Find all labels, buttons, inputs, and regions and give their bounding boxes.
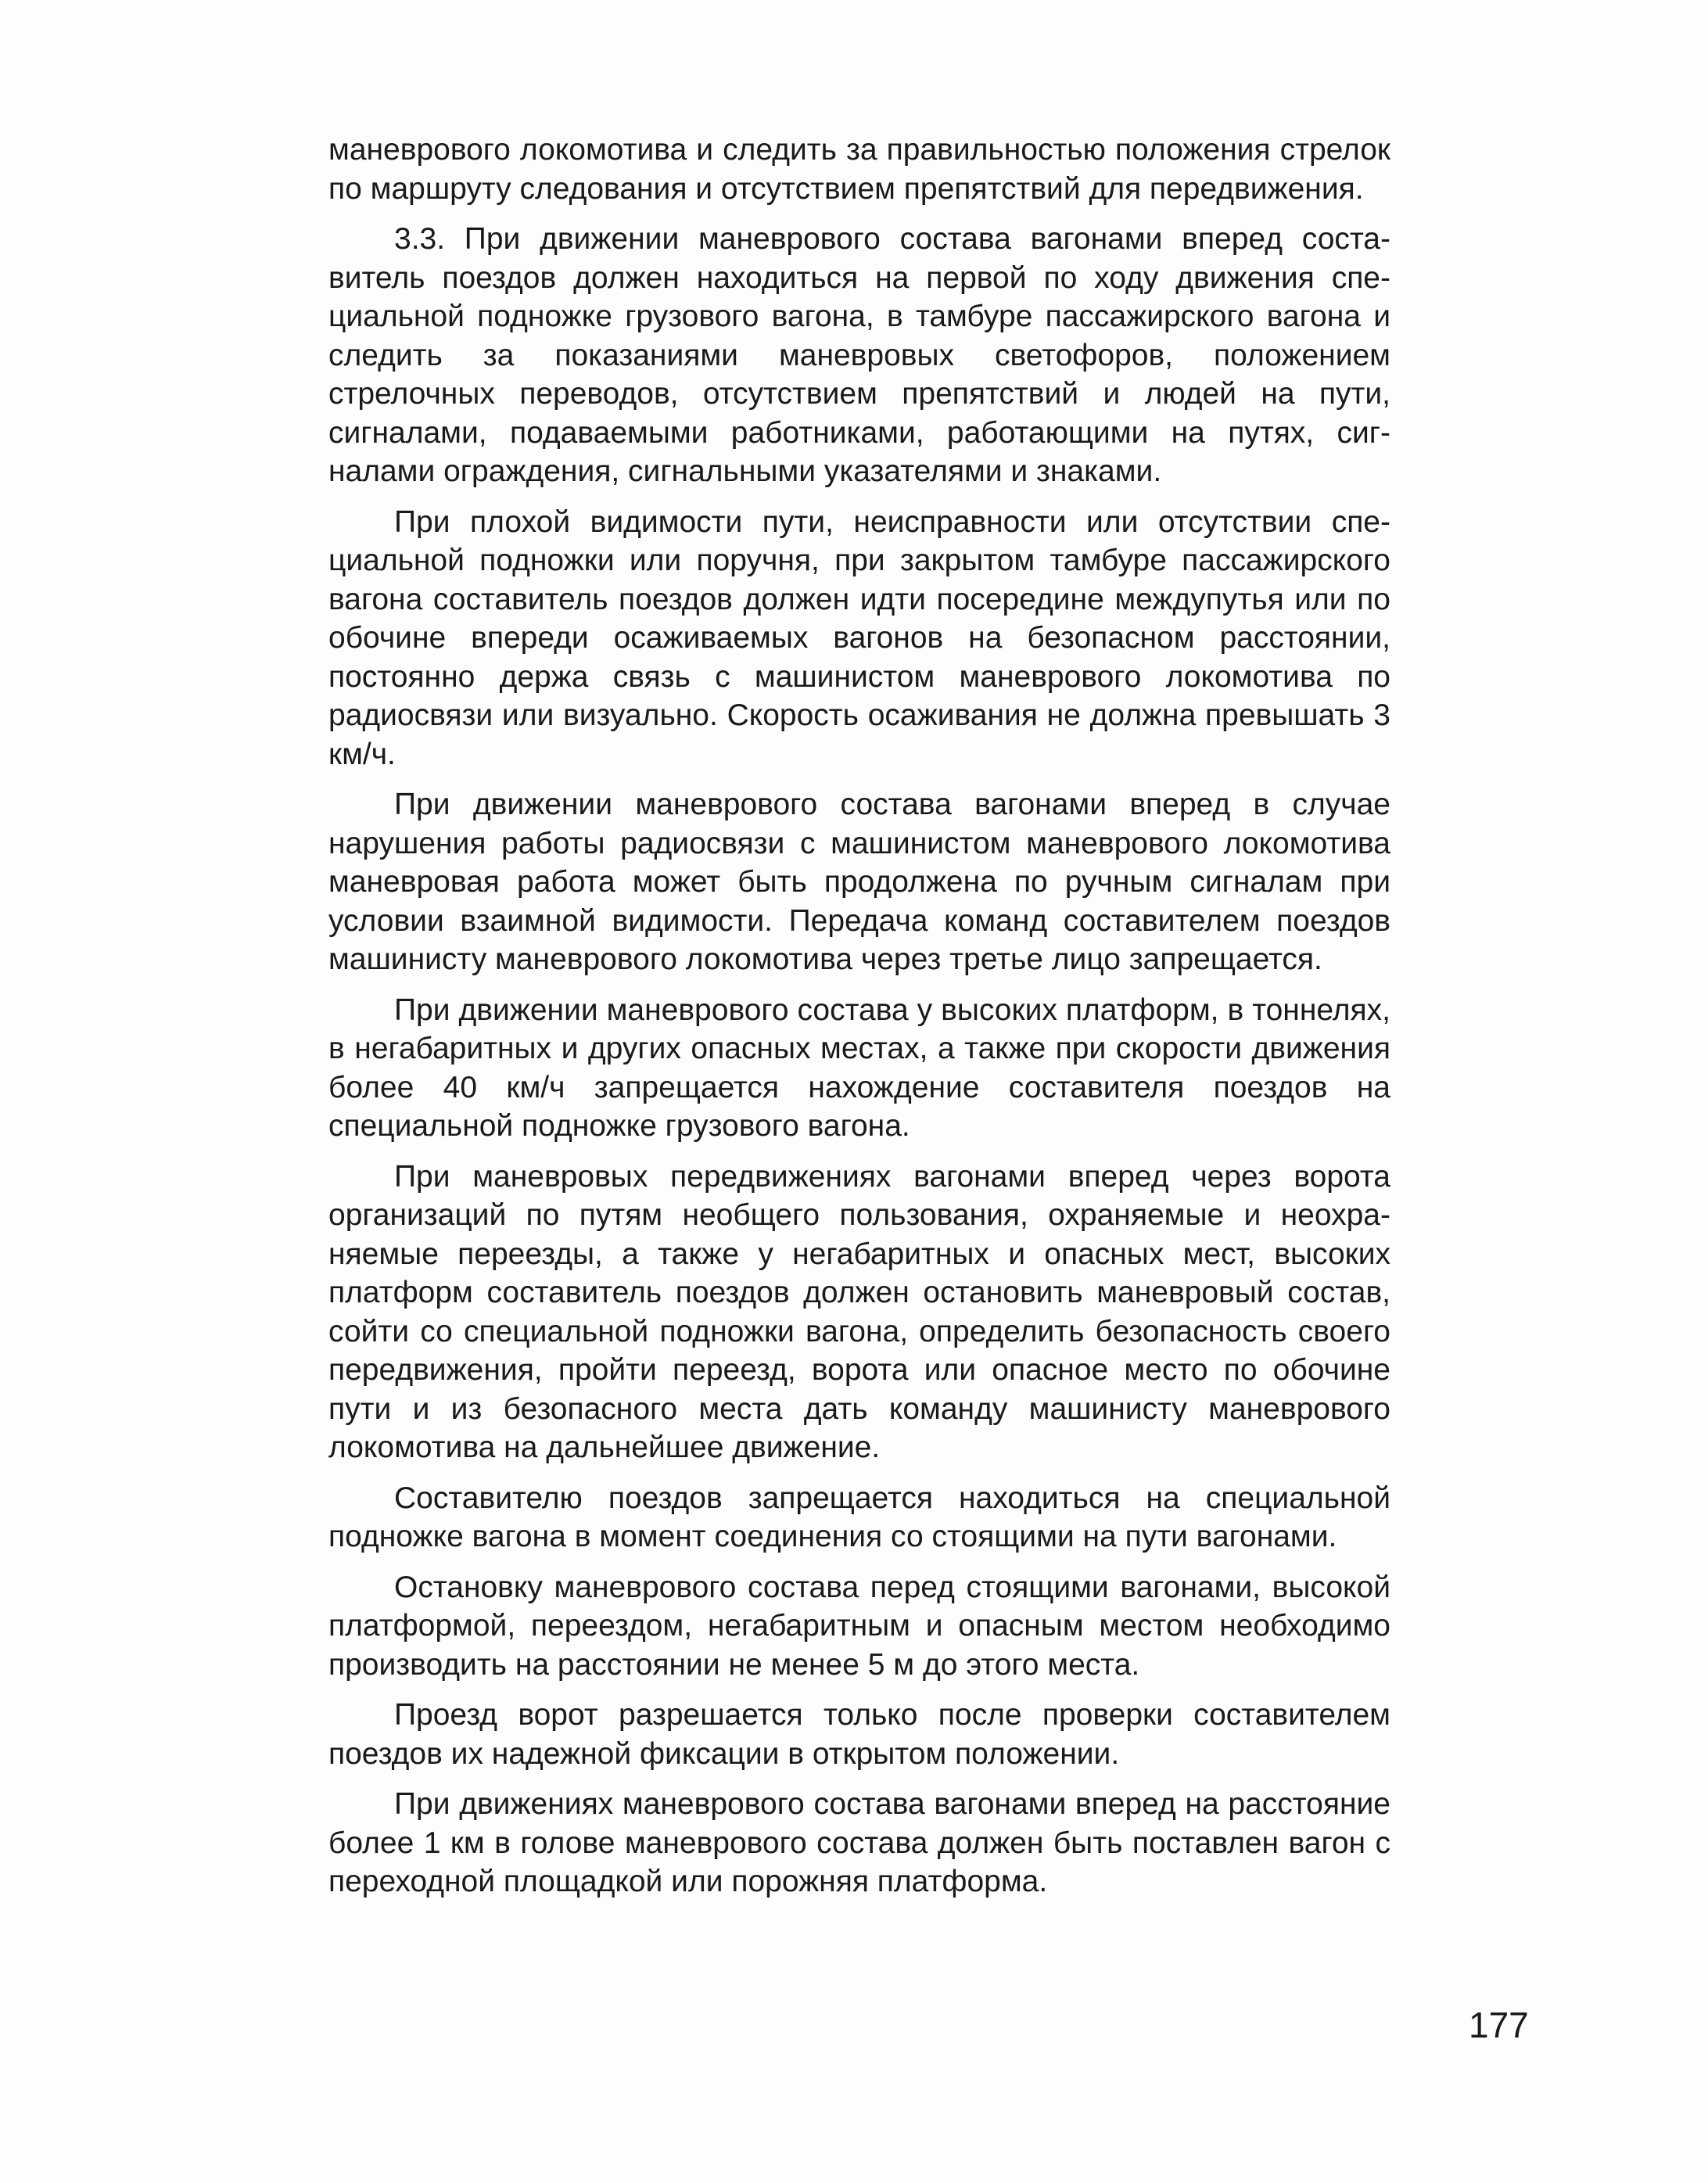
paragraph-gate-passage: Проезд ворот разрешается только после проверки составителем поездов их надежной фиксации в открытом положении. [328, 1698, 1390, 1771]
paragraph-coupling: Составителю поездов запрещается находиться на специальной подножке вагона в момент соединения со стоящими на пути вагонами. [328, 1481, 1390, 1553]
page-number: 177 [1469, 2005, 1529, 2045]
paragraph-stopping-distance: Остановку маневрового состава перед стоящими вагонами, высокой платформой, переездом, негабаритным и опасным местом необходимо производить на расстоянии не менее 5 м до этого места. [328, 1570, 1390, 1682]
paragraph-radio-failure: При движении маневрового состава вагонами вперед в случае нарушения работы радиосвязи с машинистом маневрового локомотива маневровая работа может быть продолжена по ручным сигналам при условии взаимной видимости. Передача команд составителем поездов машинисту маневрового локомотива через третье лицо запрещается. [328, 788, 1390, 976]
paragraph-gates-crossings: При маневровых передвижениях вагонами вперед через ворота организаций по путям необщего пользования, охраняемые и неохраняемые переезды, а также у негабаритных и опасных мест, высоких платформ составитель поездов должен остановить маневровый состав, сойти со специальной подножки вагона, определить безопасность своего передвижения, пройти переезд, ворота или опасное место по обочине пути и из безопасного места дать команду машинисту маневрового локомотива на дальнейшее движение. [328, 1159, 1390, 1464]
paragraph-high-platforms: При движении маневрового состава у высоких платформ, в тоннелях, в негабаритных и других опасных местах, а также при скорости движения более 40 км/ч запрещается нахождение составителя поездов на специальной подножке грузового вагона. [328, 993, 1390, 1143]
page-body [328, 131, 1390, 1913]
paragraph-long-distance: При движениях маневрового состава вагонами вперед на расстояние более 1 км в голове маневрового состава должен быть поставлен вагон с переходной площадкой или порожняя платформа. [328, 1787, 1390, 1898]
paragraph-continuation: маневрового локомотива и следить за правильностью положения стрелок по маршруту следования и отсутствием препятствий для передвижения. [328, 133, 1390, 206]
paragraph-3-3: 3.3. При движении маневрового состава вагонами вперед составитель поездов должен находиться на первой по ходу движения специальной подножке грузового вагона, в тамбуре пассажирского вагона и следить за показаниями маневровых светофоров, положением стрелочных переводов, отсутствием препятствий и людей на пути, сигналами, подаваемыми работниками, работающими на путях, сигналами ограждения, сигнальными указателями и знаками. [328, 222, 1390, 488]
paragraph-poor-visibility: При плохой видимости пути, неисправности или отсутствии специальной подножки или поручня, при закрытом тамбуре пассажирского вагона составитель поездов должен идти посередине междупутья или по обочине впереди осаживаемых вагонов на безопасном расстоянии, постоянно держа связь с машинистом маневрового локомотива по радиосвязи или визуально. Скорость осаживания не должна превышать 3 км/ч. [328, 504, 1390, 771]
